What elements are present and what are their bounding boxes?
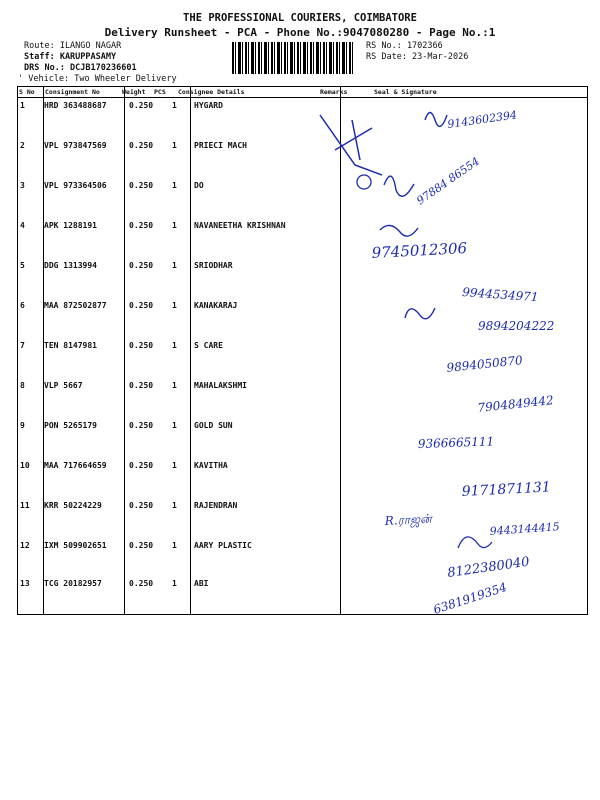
row-consignment: PON 5265179 (44, 421, 97, 430)
row-weight: 0.250 (129, 261, 154, 270)
table-row (17, 258, 588, 298)
row-weight: 0.250 (129, 461, 154, 470)
col-pcs: PCS (154, 88, 166, 96)
row-consignee: GOLD SUN (194, 421, 233, 430)
row-pcs: 1 (172, 461, 177, 470)
row-consignee: KANAKARAJ (194, 301, 238, 310)
row-weight: 0.250 (129, 579, 154, 588)
runsheet-subtitle: Delivery Runsheet - PCA - Phone No.:9047080280 - Page No.:1 (104, 26, 496, 39)
row-weight: 0.250 (129, 421, 154, 430)
row-consignee: RAJENDRAN (194, 501, 238, 510)
row-sno: 6 (20, 301, 25, 310)
row-consignee: ABI (194, 579, 209, 588)
table-row (17, 458, 588, 498)
row-sno: 9 (20, 421, 25, 430)
hw-phone: 9443144415 (489, 520, 561, 538)
row-weight: 0.250 (129, 501, 154, 510)
hw-name: R.ராஜன் (384, 511, 433, 528)
hw-phone: 6381919354 (431, 579, 509, 617)
table-row (17, 538, 588, 578)
row-pcs: 1 (172, 579, 177, 588)
table-row (17, 178, 588, 218)
row-pcs: 1 (172, 501, 177, 510)
row-pcs: 1 (172, 421, 177, 430)
staff-label: Staff: KARUPPASAMY (24, 52, 117, 62)
row-consignment: APK 1288191 (44, 221, 97, 230)
row-sno: 5 (20, 261, 25, 270)
rs-date: RS Date: 23-Mar-2026 (366, 52, 469, 62)
hw-phone: 97884 86554 (414, 154, 482, 208)
row-weight: 0.250 (129, 141, 154, 150)
row-consignment: TEN 8147981 (44, 341, 97, 350)
row-pcs: 1 (172, 261, 177, 270)
row-consignee: NAVANEETHA KRISHNAN (194, 221, 286, 230)
row-pcs: 1 (172, 141, 177, 150)
hw-phone: 9944534971 (461, 285, 539, 305)
hw-phone: 9894204222 (478, 319, 555, 333)
row-consignment: KRR 50224229 (44, 501, 102, 510)
company-title: THE PROFESSIONAL COURIERS, COIMBATORE (183, 12, 417, 24)
table-row (17, 98, 588, 138)
col-consignment: Consignment No (45, 88, 100, 96)
col-weight: Weight (122, 88, 146, 96)
row-consignee: DO (194, 181, 204, 190)
row-pcs: 1 (172, 181, 177, 190)
row-sno: 1 (20, 101, 25, 110)
table-row (17, 218, 588, 258)
row-pcs: 1 (172, 301, 177, 310)
row-consignee: S CARE (194, 341, 223, 350)
row-consignment: VPL 973847569 (44, 141, 107, 150)
table-row (17, 138, 588, 178)
barcode (232, 42, 354, 74)
row-pcs: 1 (172, 381, 177, 390)
row-consignee: AARY PLASTIC (194, 541, 252, 550)
col-seal: Seal & Signature (374, 88, 437, 96)
col-consignee: Consignee Details (178, 88, 245, 96)
row-consignee: KAVITHA (194, 461, 228, 470)
row-pcs: 1 (172, 101, 177, 110)
table-row (17, 378, 588, 418)
hw-phone: 9894050870 (445, 353, 524, 375)
row-weight: 0.250 (129, 341, 154, 350)
row-sno: 2 (20, 141, 25, 150)
table-row (17, 498, 588, 538)
row-sno: 13 (20, 579, 30, 588)
row-consignment: HRD 363488687 (44, 101, 107, 110)
hw-phone: 7904849442 (476, 393, 555, 415)
row-sno: 3 (20, 181, 25, 190)
row-consignment: MAA 717664659 (44, 461, 107, 470)
row-weight: 0.250 (129, 181, 154, 190)
rs-number: RS No.: 1702366 (366, 41, 443, 51)
row-weight: 0.250 (129, 221, 154, 230)
row-weight: 0.250 (129, 101, 154, 110)
table-row (17, 418, 588, 458)
row-consignment: VLP 5667 (44, 381, 83, 390)
row-sno: 12 (20, 541, 30, 550)
route-label: Route: ILANGO NAGAR (24, 41, 122, 51)
row-sno: 4 (20, 221, 25, 230)
vehicle-label: ' Vehicle: Two Wheeler Delivery (18, 74, 177, 84)
hw-phone: 8122380040 (446, 554, 531, 581)
row-sno: 8 (20, 381, 25, 390)
hw-phone: 9143602394 (446, 108, 518, 131)
row-consignment: TCG 20182957 (44, 579, 102, 588)
hw-phone: 9171871131 (461, 479, 552, 500)
row-consignee: HYGARD (194, 101, 223, 110)
row-sno: 10 (20, 461, 30, 470)
drs-number: DRS No.: DCJB170236601 (24, 63, 137, 73)
row-consignment: VPL 973364506 (44, 181, 107, 190)
row-consignee: PRIECI MACH (194, 141, 247, 150)
row-sno: 11 (20, 501, 30, 510)
row-weight: 0.250 (129, 381, 154, 390)
hw-phone: 9745012306 (371, 239, 468, 262)
row-pcs: 1 (172, 541, 177, 550)
col-sno: S No (19, 88, 35, 96)
table-row (17, 576, 588, 616)
table-row (17, 298, 588, 338)
row-consignee: SRIODHAR (194, 261, 233, 270)
row-pcs: 1 (172, 341, 177, 350)
row-sno: 7 (20, 341, 25, 350)
hw-phone: 9366665111 (417, 434, 495, 451)
row-consignment: MAA 872502877 (44, 301, 107, 310)
row-pcs: 1 (172, 221, 177, 230)
row-weight: 0.250 (129, 541, 154, 550)
col-remarks: Remarks (320, 88, 348, 96)
row-consignment: DDG 1313994 (44, 261, 97, 270)
row-consignee: MAHALAKSHMI (194, 381, 247, 390)
row-consignment: IXM 509902651 (44, 541, 107, 550)
table-row (17, 338, 588, 378)
row-weight: 0.250 (129, 301, 154, 310)
